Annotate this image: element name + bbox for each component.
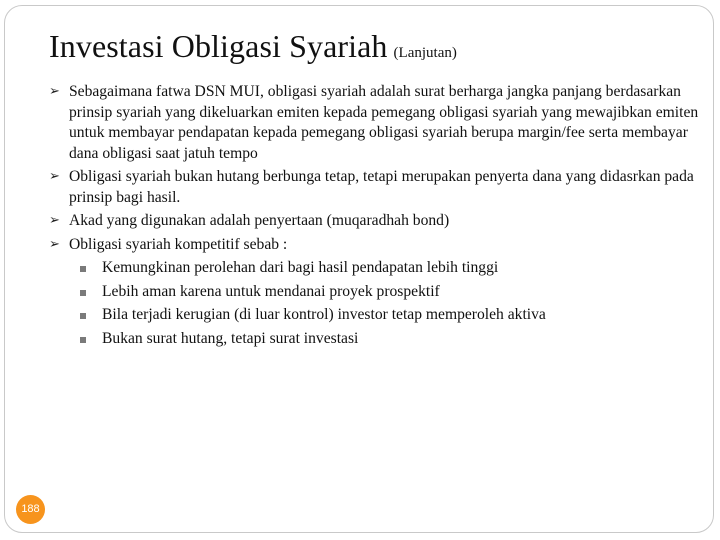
slide-content — [49, 82, 699, 352]
square-bullet-icon — [80, 290, 86, 296]
sub-bullet-text: Bukan surat hutang, tetapi surat investasi — [102, 329, 359, 347]
sub-bullet-text: Lebih aman karena untuk mendanai proyek prospektif — [102, 282, 440, 300]
bullet-text: Obligasi syariah kompetitif sebab : — [69, 235, 288, 253]
sub-bullet-item — [49, 258, 699, 279]
arrow-bullet-icon: ➢ — [49, 84, 60, 99]
sub-bullet-item — [49, 305, 699, 326]
bullet-text: Sebagaimana fatwa DSN MUI, obligasi syariah adalah surat berharga jangka panjang berdasarkan prinsip syariah yang dikeluarkan emiten kepada pemegang obligasi syariah yang mewajibkan emiten untuk membayar pendapatan kepada pemegang obligasi syariah berupa margin/fee serta membayar dana obligasi saat jatuh tempo — [69, 83, 699, 162]
sub-bullet-text: Bila terjadi kerugian (di luar kontrol) investor tetap memperoleh aktiva — [102, 306, 546, 323]
bullet-item — [49, 167, 699, 208]
bullet-item — [49, 82, 699, 164]
sub-bullet-item — [49, 329, 699, 350]
sub-bullet-item — [49, 282, 699, 303]
arrow-bullet-icon: ➢ — [49, 169, 60, 184]
bullet-item — [49, 235, 699, 256]
bullet-text: Akad yang digunakan adalah penyertaan (muqaradhah bond) — [69, 212, 450, 229]
slide-title — [49, 30, 457, 62]
bullet-item — [49, 211, 699, 232]
bullet-text: Obligasi syariah bukan hutang berbunga tetap, tetapi merupakan penyerta dana yang didasrkan pada prinsip bagi hasil. — [69, 168, 694, 206]
title-main: Investasi Obligasi Syariah — [49, 28, 388, 64]
page-number-badge: 188 — [16, 495, 45, 524]
arrow-bullet-icon: ➢ — [49, 236, 60, 252]
sub-bullet-text: Kemungkinan perolehan dari bagi hasil pendapatan lebih tinggi — [102, 259, 499, 276]
arrow-bullet-icon: ➢ — [49, 213, 60, 228]
title-subtitle: (Lanjutan) — [393, 45, 457, 61]
square-bullet-icon — [80, 313, 86, 319]
square-bullet-icon — [80, 266, 86, 272]
square-bullet-icon — [80, 337, 86, 343]
